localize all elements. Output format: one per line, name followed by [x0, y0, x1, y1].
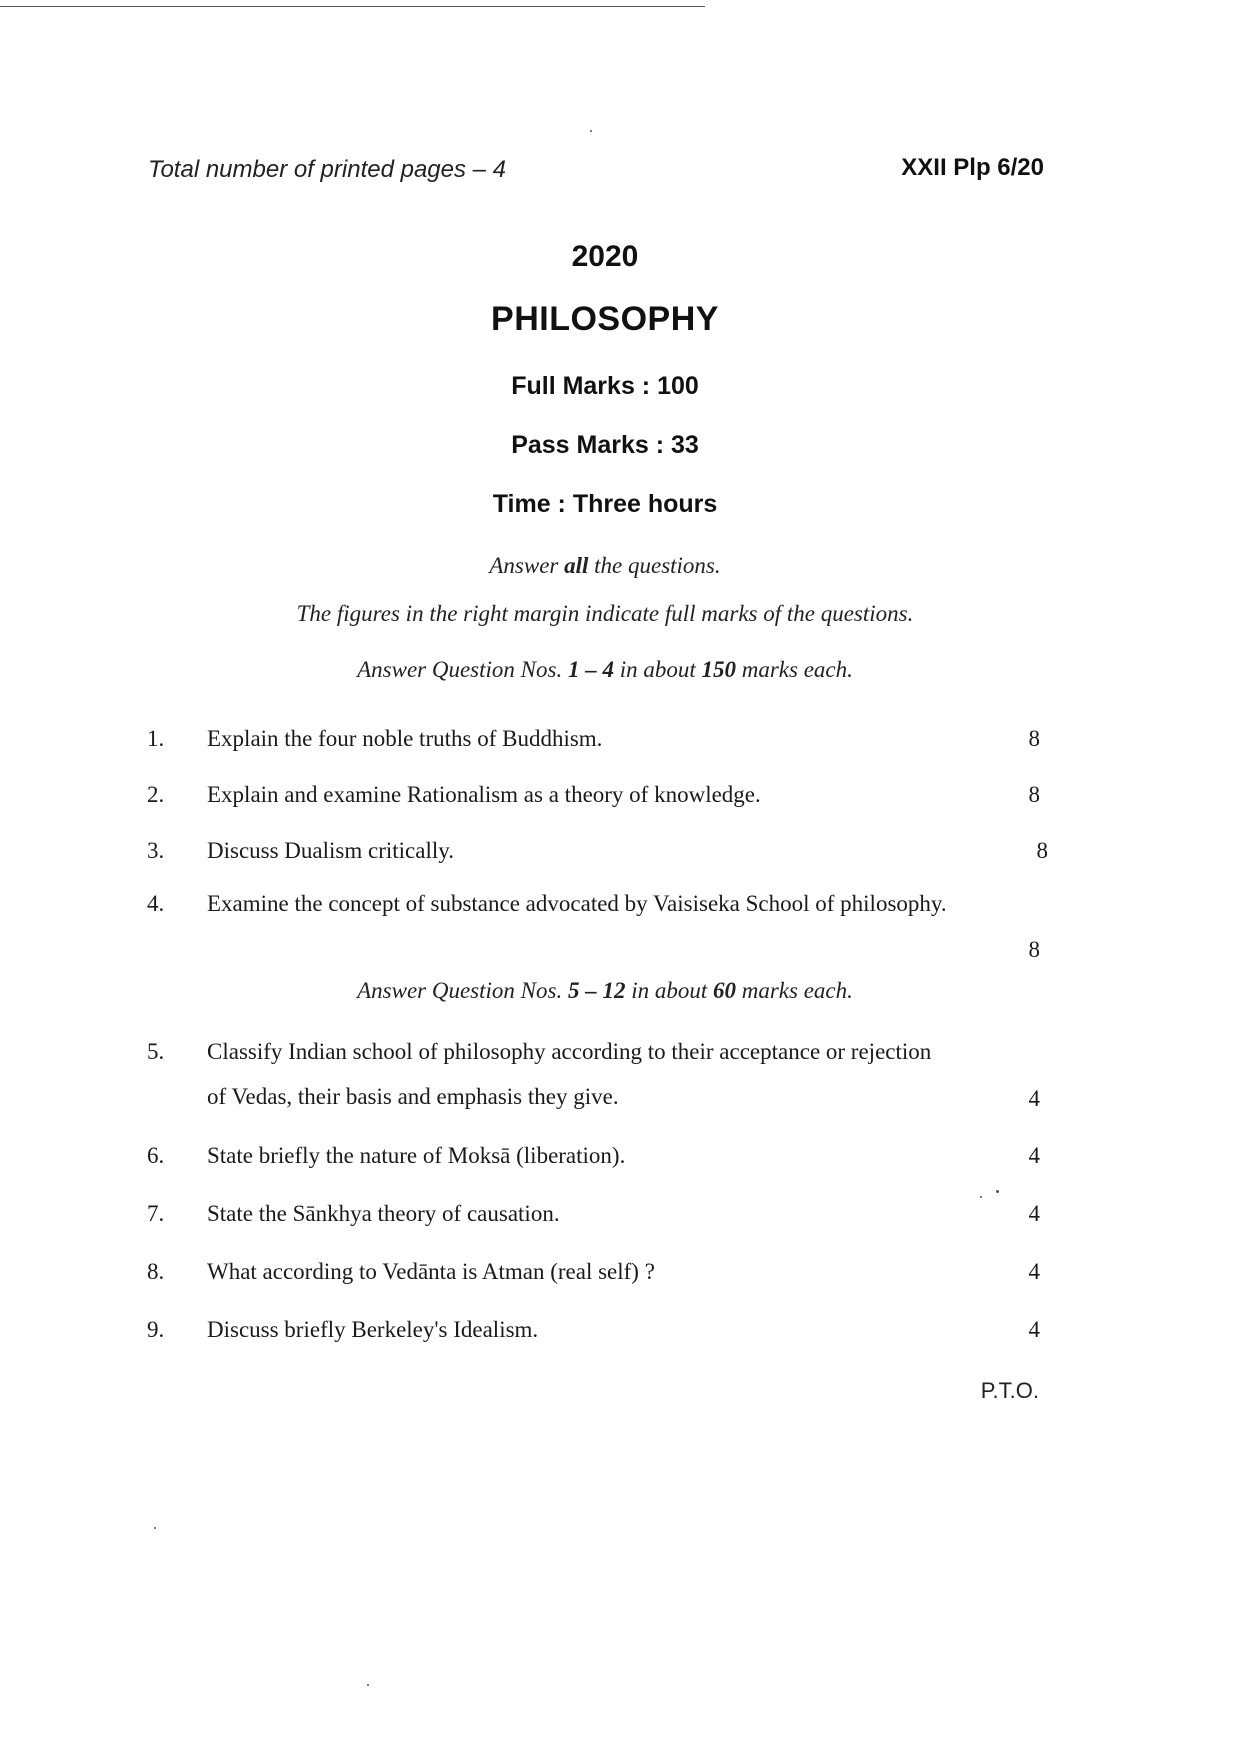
question-text: State the Sānkhya theory of causation.	[207, 1201, 560, 1226]
instruction-section-a: Answer Question Nos. 1 – 4 in about 150 marks each.	[357, 657, 853, 682]
question-number: 8.	[147, 1259, 165, 1284]
question-text: Explain and examine Rationalism as a theory of knowledge.	[207, 782, 761, 807]
question-text: Discuss Dualism critically.	[207, 838, 454, 863]
question-number: 5.	[147, 1039, 165, 1064]
question-text	[207, 1039, 1067, 1110]
question-number: 6.	[147, 1143, 165, 1168]
question-text: What according to Vedānta is Atman (real self) ?	[207, 1259, 655, 1284]
printed-pages-note: Total number of printed pages – 4	[148, 156, 507, 183]
question-number: 2.	[147, 782, 165, 807]
question-text: State briefly the nature of Moksā (liberation).	[207, 1143, 626, 1168]
question-text: Discuss briefly Berkeley's Idealism.	[207, 1317, 539, 1342]
scan-speck	[980, 1196, 982, 1198]
question-text-line-1: Classify Indian school of philosophy according to their acceptance or rejection	[207, 1039, 932, 1064]
question-marks: 4	[1028, 1086, 1040, 1111]
question-marks: 4	[1028, 1259, 1040, 1284]
question-marks: 4	[1028, 1201, 1040, 1226]
question-text: Examine the concept of substance advocated by Vaisiseka School of philosophy.	[207, 891, 947, 916]
question-marks: 4	[1028, 1143, 1040, 1168]
instruction-answer-all: Answer all the questions.	[489, 553, 721, 578]
question-number: 4.	[147, 891, 165, 916]
question-number: 3.	[147, 838, 165, 863]
question-number: 7.	[147, 1201, 165, 1226]
paper-code: XXII Plp 6/20	[901, 154, 1044, 181]
instruction-section-b: Answer Question Nos. 5 – 12 in about 60 marks each.	[357, 978, 853, 1003]
exam-year: 2020	[571, 240, 639, 273]
subject-title: PHILOSOPHY	[491, 300, 719, 338]
scan-speck	[996, 1190, 999, 1193]
question-marks: 4	[1028, 1317, 1040, 1342]
scan-speck	[590, 130, 592, 132]
question-marks: 8	[1028, 782, 1040, 807]
please-turn-over: P.T.O.	[980, 1378, 1039, 1403]
question-number: 9.	[147, 1317, 165, 1342]
question-text-line-2: of Vedas, their basis and emphasis they give.	[207, 1084, 619, 1109]
scan-speck	[367, 1684, 369, 1686]
scan-edge-line	[0, 6, 705, 7]
scan-speck	[154, 1527, 156, 1529]
exam-time: Time : Three hours	[492, 490, 718, 518]
full-marks: Full Marks : 100	[511, 372, 699, 400]
question-marks: 8	[1036, 838, 1048, 863]
pass-marks: Pass Marks : 33	[511, 431, 699, 459]
question-marks: 8	[1028, 937, 1040, 962]
instruction-marks-margin: The figures in the right margin indicate full marks of the questions.	[296, 601, 914, 626]
question-marks: 8	[1028, 726, 1040, 751]
question-text: Explain the four noble truths of Buddhism.	[207, 726, 603, 751]
question-number: 1.	[147, 726, 165, 751]
